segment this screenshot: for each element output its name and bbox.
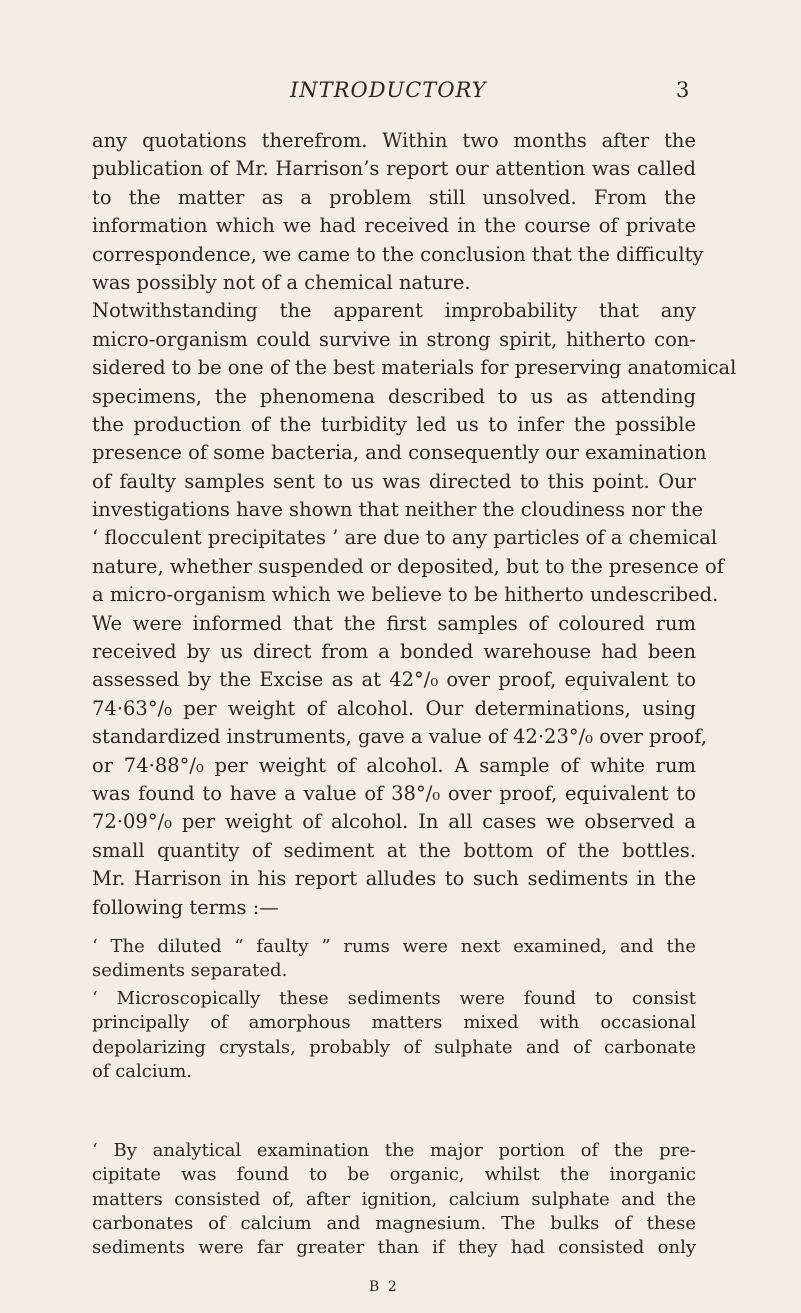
body-line: assessed by the Excise as at 42°/₀ over proof, equivalent to [92, 668, 696, 692]
body-line: publication of Mr. Harrison’s report our attention was called [92, 157, 696, 181]
quote-paragraph [92, 987, 696, 1084]
quote-line: ‘ Microscopically these sediments were found to consist [92, 988, 696, 1009]
quote-line: depolarizing crystals, probably of sulphate and of carbonate [92, 1036, 696, 1058]
body-line: nature, whether suspended or deposited, but to the presence of [92, 554, 724, 578]
body-line: 74·63°/₀ per weight of alcohol. Our determinations, using [92, 696, 696, 720]
body-line: Mr. Harrison in his report alludes to such sediments in the [92, 867, 696, 891]
running-head: INTRODUCTORY [290, 78, 487, 102]
body-line: specimens, the phenomena described to us as attending [92, 384, 696, 408]
body-line: or 74·88°/₀ per weight of alcohol. A sample of white rum [92, 753, 696, 777]
body-line: any quotations therefrom. Within two months after the [92, 129, 696, 152]
body-line: ‘ flocculent precipitates ’ are due to any particles of a chemical [92, 526, 718, 550]
body-line: sidered to be one of the best materials for preserving anatomical [92, 356, 737, 380]
body-line: a micro-organism which we believe to be hitherto undescribed. [92, 583, 719, 607]
body-line: micro-organism could survive in strong spirit, hitherto con- [92, 327, 696, 351]
body-line: received by us direct from a bonded warehouse had been [92, 640, 696, 664]
quote-line: principally of amorphous matters mixed with occasional [92, 1012, 696, 1034]
page-number: 3 [676, 78, 690, 102]
body-text [92, 127, 737, 922]
quote-line: cipitate was found to be organic, whilst the inorganic [92, 1164, 696, 1186]
body-line: was found to have a value of 38°/₀ over proof, equivalent to [92, 781, 696, 805]
body-line: the production of the turbidity led us to infer the possible [92, 412, 696, 436]
body-line: following terms :— [92, 895, 279, 919]
quote-line: ‘ By analytical examination the major portion of the pre- [92, 1140, 696, 1161]
quote-line: of calcium. [92, 1060, 193, 1082]
body-line: investigations have shown that neither the cloudiness nor the [92, 498, 704, 522]
body-line: of faulty samples sent to us was directed to this point. Our [92, 469, 696, 493]
quote-line: matters consisted of, after ignition, calcium sulphate and the [92, 1188, 696, 1210]
body-line: presence of some bacteria, and consequently our examination [92, 441, 707, 465]
quote-line: ‘ The diluted “ faulty ” rums were next examined, and the [92, 936, 696, 957]
quote-line: carbonates of calcium and magnesium. The bulks of these [92, 1212, 696, 1234]
body-line: small quantity of sediment at the bottom of the bottles. [92, 838, 696, 862]
quote-paragraph [92, 935, 696, 984]
quote-paragraph [92, 1139, 696, 1260]
body-line: was possibly not of a chemical nature. [92, 270, 471, 294]
body-line: information which we had received in the course of private [92, 214, 696, 238]
body-line: to the matter as a problem still unsolved. From the [92, 185, 696, 209]
body-line: Notwithstanding the apparent improbability that any [92, 299, 696, 323]
quote-line: sediments were far greater than if they had consisted only [92, 1237, 696, 1259]
body-line: correspondence, we came to the conclusion that the difficulty [92, 242, 704, 266]
body-line: We were informed that the first samples of coloured rum [92, 611, 696, 635]
body-line: standardized instruments, gave a value of 42·23°/₀ over proof, [92, 725, 708, 749]
quote-line: sediments separated. [92, 960, 288, 982]
signature-mark: B 2 [369, 1279, 399, 1295]
body-line: 72·09°/₀ per weight of alcohol. In all cases we observed a [92, 810, 696, 834]
